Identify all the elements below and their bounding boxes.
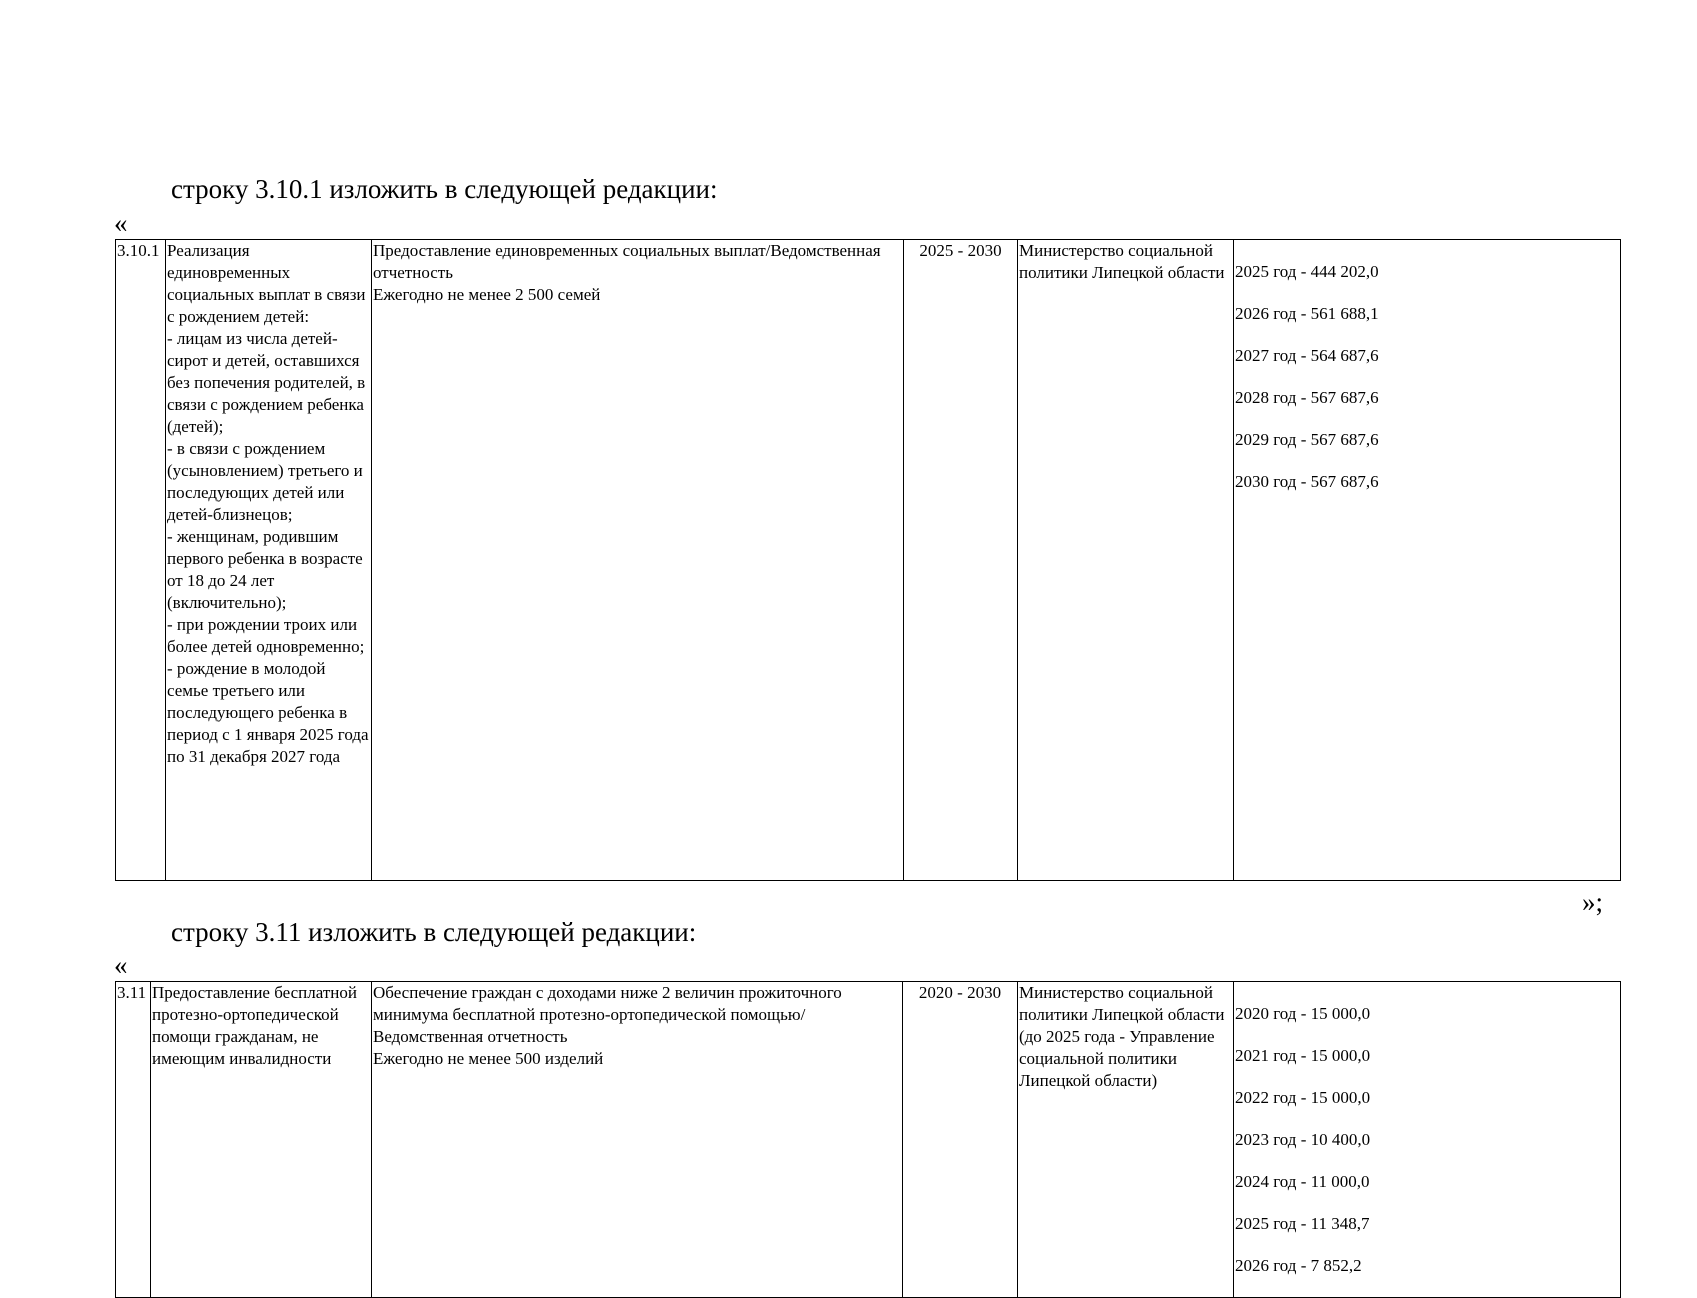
row-3-10-1-table <box>115 239 1621 881</box>
funding-line: 2023 год - 10 400,0 <box>1235 1130 1371 1149</box>
table-row <box>116 240 1621 881</box>
funding-line: 2020 год - 15 000,0 <box>1235 1004 1371 1023</box>
event-name-cell: Предоставление бесплатной протезно-ортопедической помощи гражданам, не имеющим инвалидности <box>151 982 372 1298</box>
table-row <box>116 982 1621 1298</box>
row-number-cell: 3.11 <box>116 982 151 1298</box>
funding-cell <box>1234 240 1621 881</box>
row-number-cell: 3.10.1 <box>116 240 166 881</box>
funding-line: 2030 год - 567 687,6 <box>1235 472 1379 491</box>
indicator-cell: Обеспечение граждан с доходами ниже 2 величин прожиточного минимума бесплатной протезно-ортопедической помощью/Ведомственная отчетность Ежегодно не менее 500 изделий <box>372 982 903 1298</box>
open-quote-mark: « <box>114 208 128 238</box>
funding-line: 2027 год - 564 687,6 <box>1235 346 1379 365</box>
executor-cell: Министерство социальной политики Липецкой области (до 2025 года - Управление социальной политики Липецкой области) <box>1018 982 1234 1298</box>
period-cell: 2020 - 2030 <box>903 982 1018 1298</box>
funding-line: 2025 год - 444 202,0 <box>1235 262 1379 281</box>
close-quote-mark: »; <box>1582 887 1604 917</box>
funding-line: 2024 год - 11 000,0 <box>1235 1172 1370 1191</box>
funding-line: 2022 год - 15 000,0 <box>1235 1088 1371 1107</box>
funding-line: 2026 год - 7 852,2 <box>1235 1256 1362 1275</box>
funding-line: 2029 год - 567 687,6 <box>1235 430 1379 449</box>
section-3-11-heading: строку 3.11 изложить в следующей редакции: <box>171 917 697 947</box>
funding-cell <box>1234 982 1621 1298</box>
executor-cell: Министерство социальной политики Липецкой области <box>1018 240 1234 881</box>
row-3-11-table <box>115 981 1621 1298</box>
funding-line: 2021 год - 15 000,0 <box>1235 1046 1371 1065</box>
event-name-cell: Реализация единовременных социальных выплат в связи с рождением детей: - лицам из числа детей-сирот и детей, оставшихся без попечения родителей, в связи с рождением ребенка (детей); - в связи с рождением (усыновлением) третьего и последующих детей или детей-близнецов; - женщинам, родившим первого ребенка в возрасте от 18 до 24 лет (включительно); - при рождении троих или более детей одновременно; - рождение в молодой семье третьего или последующего ребенка в период с 1 января 2025 года по 31 декабря 2027 года <box>166 240 372 881</box>
period-cell: 2025 - 2030 <box>904 240 1018 881</box>
funding-line: 2026 год - 561 688,1 <box>1235 304 1379 323</box>
open-quote-mark: « <box>114 950 128 980</box>
funding-line: 2028 год - 567 687,6 <box>1235 388 1379 407</box>
indicator-cell: Предоставление единовременных социальных выплат/Ведомственная отчетность Ежегодно не менее 2 500 семей <box>372 240 904 881</box>
funding-line: 2025 год - 11 348,7 <box>1235 1214 1370 1233</box>
section-3-10-1-heading: строку 3.10.1 изложить в следующей редакции: <box>171 174 718 204</box>
